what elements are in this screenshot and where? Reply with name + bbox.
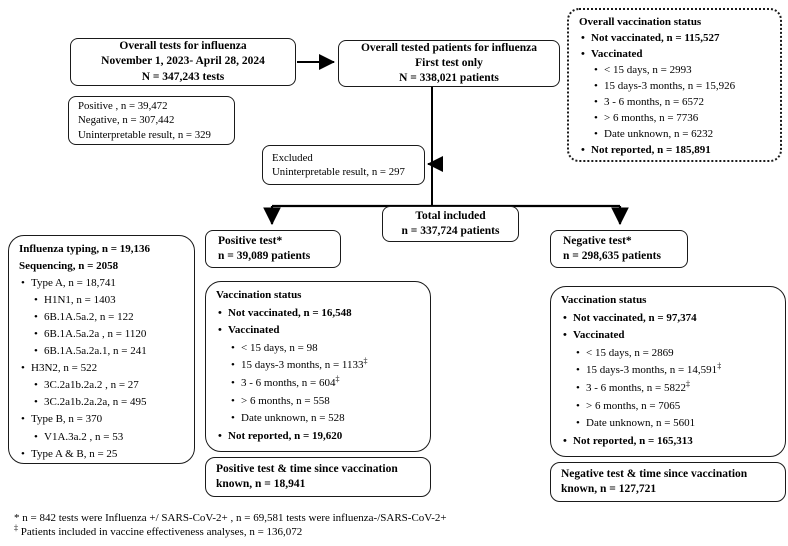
overall-tests-line2: November 1, 2023- April 28, 2024 [101,55,265,68]
negative-test-line1: Negative test* [563,234,632,247]
list-item: • Vaccinated [216,322,422,340]
list-item: • Not reported, n = 165,313 [561,433,777,451]
typing-header-1: Influenza typing, n = 19,136 [19,243,150,255]
excluded-line1: Excluded [272,151,313,164]
list-item: • 3C.2a1b.2a.2a, n = 495 [32,394,186,411]
total-included-line2: n = 337,724 patients [401,225,500,237]
list-item: • Not vaccinated, n = 16,548 [216,305,422,323]
list-item: • < 15 days, n = 2869 [574,345,777,363]
list-item: • Date unknown, n = 5601 [574,415,777,433]
list-item: • Vaccinated [561,327,777,345]
list-item: • Vaccinated [579,47,772,63]
double-dagger-marker: ‡ [686,379,691,389]
positive-test-line2: n = 39,089 patients [218,250,311,262]
negative-test-line2: n = 298,635 patients [563,250,661,262]
overall-tests-line1: Overall tests for influenza [119,40,247,53]
overall-vax-title: Overall vaccination status [579,16,702,28]
list-item: • 6B.1A.5a.2a , n = 1120 [32,326,186,343]
list-item-text: 3 - 6 months, n = 5822 [586,381,687,394]
list-item: • 3 - 6 months, n = 6572 [592,95,772,111]
list-item: • H1N1, n = 1403 [32,292,186,309]
list-item: • Type A, n = 18,741 [19,275,186,292]
excluded-box [262,145,425,185]
positive-test-line1: Positive test* [218,234,283,247]
overall-vaccination-status-box [567,8,782,162]
negative-vaccination-status-box [550,286,786,457]
negative-known-text: Negative test & time since vaccination known, n = 127,721 [561,468,748,495]
double-dagger-marker: ‡ [335,374,340,384]
positive-known-text: Positive test & time since vaccination known, n = 18,941 [216,463,398,490]
footnote-dagger [14,523,303,539]
list-item: • Not reported, n = 185,891 [579,143,772,159]
test-results-line3: Uninterpretable result, n = 329 [78,128,211,141]
list-item: • Not vaccinated, n = 115,527 [579,31,772,47]
list-item: • Type A & B, n = 25 [19,446,186,463]
overall-patients-box [338,40,560,87]
total-included-line1: Total included [415,209,486,222]
overall-tests-box [70,38,296,86]
overall-patients-line3: N = 338,021 patients [399,72,499,85]
list-item: • < 15 days, n = 2993 [592,63,772,79]
list-item [574,380,777,398]
double-dagger-marker: ‡ [717,361,722,371]
excluded-line2: Uninterpretable result, n = 297 [272,166,405,178]
influenza-typing-box [8,235,195,464]
negative-known-box [550,462,786,502]
list-item: • > 6 months, n = 7736 [592,111,772,127]
list-item: • > 6 months, n = 558 [229,393,422,411]
list-item: • Date unknown, n = 6232 [592,127,772,143]
overall-patients-line2: First test only [415,56,483,69]
test-results-line1: Positive , n = 39,472 [78,99,168,112]
list-item: • H3N2, n = 522 [19,360,186,377]
list-item: • Not reported, n = 19,620 [216,428,422,446]
total-included-box [382,206,519,242]
list-item-text: 15 days-3 months, n = 14,591 [586,364,718,377]
list-item: • > 6 months, n = 7065 [574,398,777,416]
positive-known-box [205,457,431,497]
test-results-line2: Negative, n = 307,442 [78,114,175,127]
double-dagger-marker: ‡ [14,523,18,533]
typing-header-2: Sequencing, n = 2058 [19,260,119,273]
list-item: • Type B, n = 370 [19,411,186,428]
positive-test-box [205,230,341,268]
list-item [229,375,422,393]
list-item [574,362,777,380]
positive-vaccination-status-box [205,281,431,452]
list-item: • Not vaccinated, n = 97,374 [561,310,777,328]
list-item: • 6B.1A.5a.2a.1, n = 241 [32,343,186,360]
list-item: • 6B.1A.5a.2, n = 122 [32,309,186,326]
list-item: • Date unknown, n = 528 [229,410,422,428]
double-dagger-marker: ‡ [363,356,368,366]
negative-vax-title: Vaccination status [561,294,647,306]
list-item: • < 15 days, n = 98 [229,340,422,358]
test-results-box [68,96,235,145]
list-item-text: 3 - 6 months, n = 604 [241,376,336,389]
positive-vax-title: Vaccination status [216,289,302,301]
list-item: • 3C.2a1b.2a.2 , n = 27 [32,377,186,394]
footnote-asterisk: * n = 842 tests were Influenza +/ SARS-CoV-2+ , n = 69,581 tests were influenza-/SARS-CoV-2+ [14,512,447,524]
negative-test-box [550,230,688,268]
list-item: • V1A.3a.2 , n = 53 [32,429,186,446]
list-item-text: 15 days-3 months, n = 1133 [241,359,364,372]
list-item [229,357,422,375]
footnote-dagger-text: Patients included in vaccine effectiveness analyses, n = 136,072 [18,526,303,538]
list-item: • 15 days-3 months, n = 15,926 [592,79,772,95]
overall-patients-line1: Overall tested patients for influenza [360,41,538,54]
overall-tests-line3: N = 347,243 tests [141,70,225,83]
